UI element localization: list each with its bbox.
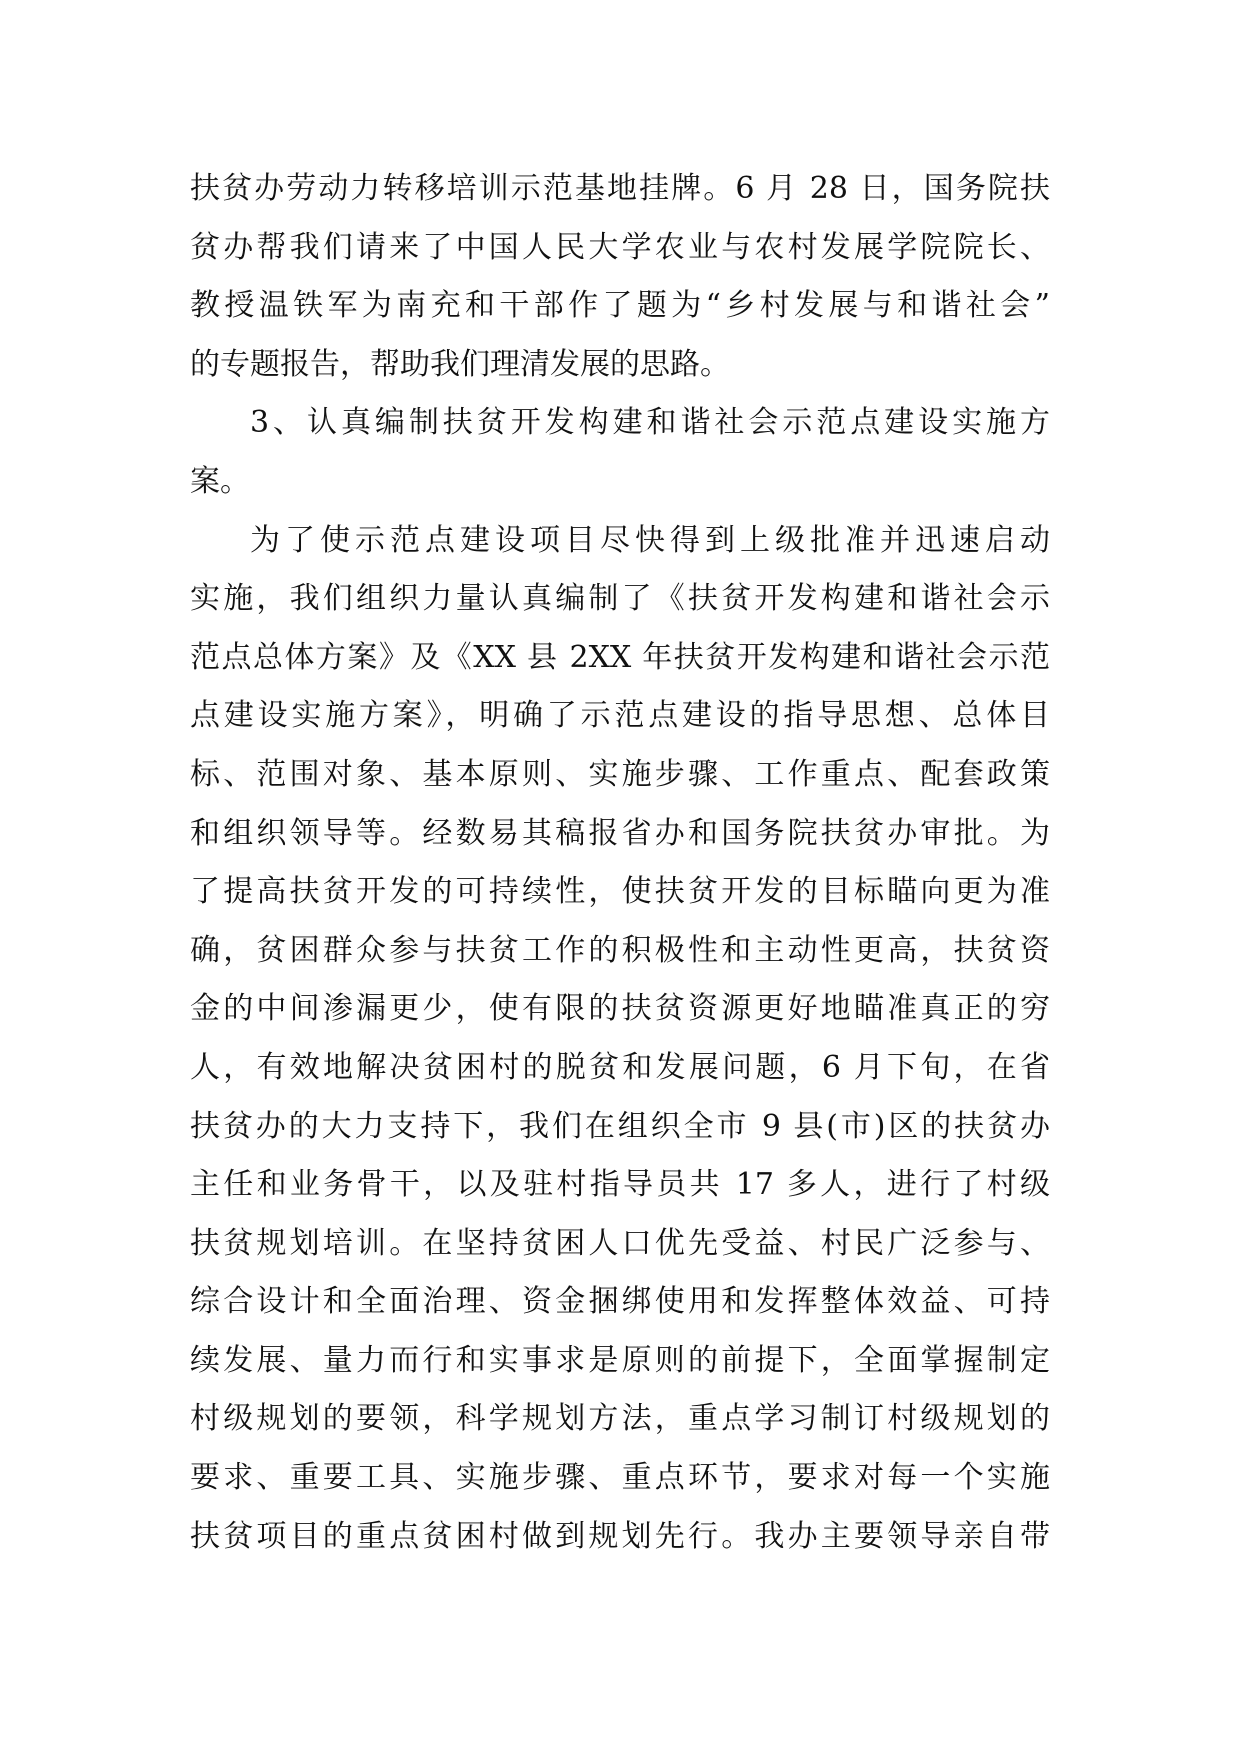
paragraph-3-line-11: 扶贫办的大力支持下，我们在组织全市 9 县(市)区的扶贫办 xyxy=(190,1108,1050,1144)
paragraph-3-line-18: 扶贫项目的重点贫困村做到规划先行。我办主要领导亲自带 xyxy=(190,1518,1050,1554)
paragraph-3-line-14: 综合设计和全面治理、资金捆绑使用和发挥整体效益、可持 xyxy=(190,1284,1050,1320)
paragraph-3-line-3: 范点总体方案》及《XX 县 2XX 年扶贫开发构建和谐社会示范 xyxy=(190,639,1050,675)
paragraph-3-line-5: 标、范围对象、基本原则、实施步骤、工作重点、配套政策 xyxy=(190,756,1050,792)
paragraph-3-line-4: 点建设实施方案》，明确了示范点建设的指导思想、总体目 xyxy=(190,698,1050,734)
paragraph-3-line-7: 了提高扶贫开发的可持续性，使扶贫开发的目标瞄向更为准 xyxy=(190,874,1050,910)
paragraph-3-line-6: 和组织领导等。经数易其稿报省办和国务院扶贫办审批。为 xyxy=(190,815,1050,851)
paragraph-3-line-13: 扶贫规划培训。在坚持贫困人口优先受益、村民广泛参与、 xyxy=(190,1225,1050,1261)
section-heading-3-line-2: 案。 xyxy=(190,463,250,499)
paragraph-3-line-8: 确，贫困群众参与扶贫工作的积极性和主动性更高，扶贫资 xyxy=(190,932,1050,968)
paragraph-3-line-9: 金的中间渗漏更少，使有限的扶贫资源更好地瞄准真正的穷 xyxy=(190,991,1050,1027)
body-text xyxy=(190,160,1050,1566)
paragraph-3-line-15: 续发展、量力而行和实事求是原则的前提下，全面掌握制定 xyxy=(190,1342,1050,1378)
paragraph-1-line-2: 贫办帮我们请来了中国人民大学农业与农村发展学院院长、 xyxy=(190,229,1050,265)
paragraph-3-line-10: 人，有效地解决贫困村的脱贫和发展问题，6 月下旬，在省 xyxy=(190,1049,1050,1085)
paragraph-3-line-1: 为了使示范点建设项目尽快得到上级批准并迅速启动 xyxy=(250,522,1050,558)
paragraph-3-line-12: 主任和业务骨干，以及驻村指导员共 17 多人，进行了村级 xyxy=(190,1167,1050,1203)
paragraph-1-line-4: 的专题报告，帮助我们理清发展的思路。 xyxy=(190,346,730,382)
paragraph-3-line-2: 实施，我们组织力量认真编制了《扶贫开发构建和谐社会示 xyxy=(190,581,1050,617)
paragraph-1-line-3: 教授温铁军为南充和干部作了题为“乡村发展与和谐社会” xyxy=(190,288,1050,324)
section-heading-3-line-1: 3、认真编制扶贫开发构建和谐社会示范点建设实施方 xyxy=(250,405,1050,441)
paragraph-3-line-16: 村级规划的要领，科学规划方法，重点学习制订村级规划的 xyxy=(190,1401,1050,1437)
paragraph-3-line-17: 要求、重要工具、实施步骤、重点环节，要求对每一个实施 xyxy=(190,1460,1050,1496)
paragraph-1-line-1: 扶贫办劳动力转移培训示范基地挂牌。6 月 28 日，国务院扶 xyxy=(190,171,1050,206)
